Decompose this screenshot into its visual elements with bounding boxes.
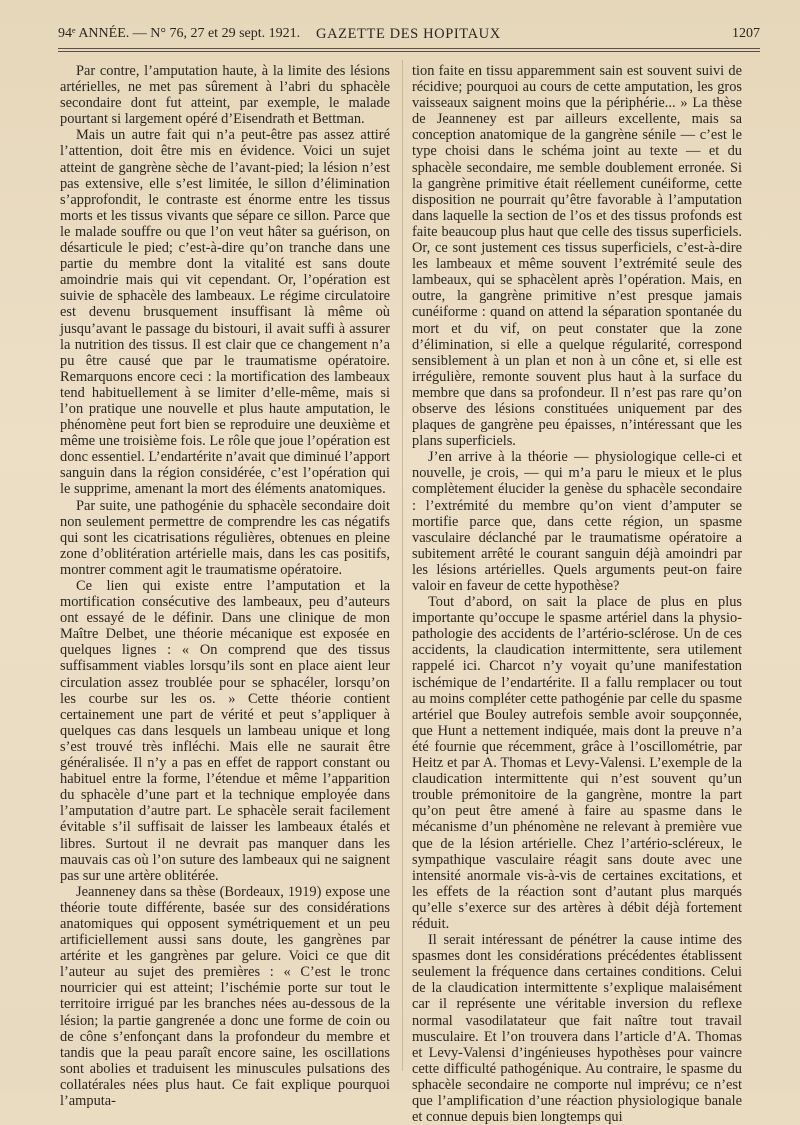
right-column — [412, 63, 742, 1125]
column-divider — [402, 60, 403, 1071]
paragraph: Tout d’abord, on sait la place de plus en plus importante qu’occupe le spasme artériel dans la physio-pathologie des accidents de l’artério-sclérose. Un de ces accidents, la claudication intermittente, sera utilement rappelé ici. Charcot n’y voyait qu’une manifestation ischémique de l’endartérite. Il a fallu remplacer ou tout au moins compléter cette pathogénie par celle du spasme artériel que Bouley autrefois semble avoir soupçonnée, que Hunt a nettement indiquée, mais dont la preuve n’a été fournie que récemment, grâce à l’oscillométrie, par Heitz et par A. Thomas et Levy-Valensi. L’exemple de la claudication intermittente qui n’est souvent qu’un trouble prémonitoire de la gangrène, montre la part qu’on peut être amené à faire au spasme dans le mécanisme d’un phénomène ne relevant à première vue que de la lésion artérielle. Chez l’artério-scléreux, le sympathique vasculaire réagit sans doute avec une intensité anormale vis-à-vis de certaines excitations, et les effets de la réaction sont d’autant plus marqués qu’elle s’exerce sur des artères à débit déjà fortement réduit. — [412, 594, 742, 932]
page-number: 1207 — [732, 26, 760, 41]
paragraph: Il serait intéressant de pénétrer la cause intime des spasmes dont les considérations précédentes établissent seulement la fréquence dans certaines conditions. Celui de la claudication intermittente s’explique malaisément car il représente une véritable inversion du reflexe normal vasodilatateur que fait naître tout travail musculaire. Et l’on trouvera dans l’article d’A. Thomas et Levy-Valensi d’ingénieuses hypothèses pour vaincre cette difficulté pathogénique. Au contraire, le spasme du sphacèle secondaire ne comporte nul imprévu; ce n’est que l’amplification d’une réaction physiologique banale et connue depuis bien longtemps qui — [412, 932, 742, 1125]
paragraph: Par contre, l’amputation haute, à la limite des lésions artérielles, ne met pas sûrement à l’abri du sphacèle secondaire dont fut atteint, par exemple, le malade pourtant si largement opéré d’Eisendrath et Bettman. — [60, 63, 390, 128]
paragraph: tion faite en tissu apparemment sain est souvent suivi de récidive; pourquoi au cours de cette amputation, les gros vaisseaux saignent moins que la périphérie... » La thèse de Jeanneney est par ailleurs excellente, mais sa conception anatomique de la gangrène sénile — c’est le type choisi dans le schéma joint au texte — et du sphacèle secondaire, me semble doublement erronée. Si la gangrène primitive était réellement cunéiforme, cette disposition ne pourrait qu’être favorable à l’amputation dans laquelle la section de l’os et des tissus profonds est faite beaucoup plus haut que celle des tissus superficiels. Or, ce sont justement ces tissus superficiels, c’est-à-dire les lambeaux et même souvent l’extrémité seule des lambeaux, qui se sphacèlent après l’opération. Mais, en outre, la gangrène primitive n’est presque jamais cunéiforme : quand on attend la séparation spontanée du mort et du vif, on peut constater que la zone d’élimination, si elle a quelque régularité, correspond sensiblement à un plan et non à un cône et, si elle est irrégulière, remonte souvent plus haut à la surface du membre que dans sa profondeur. Il n’est pas rare qu’on observe des lésions constituées uniquement par des plaques de gangrène peu épaisses, n’intéressant que les plans superficiels. — [412, 63, 742, 450]
paragraph: J’en arrive à la théorie — physiologique celle-ci et nouvelle, je crois, — qui m’a paru le mieux et le plus complètement élucider la genèse du sphacèle secondaire : l’extrémité du membre qu’on vient d’amputer se mortifie parce que, dans cette région, un spasme vasculaire déclanché par le traumatisme opératoire a subitement arrêté le courant sanguin déjà amoindri par les lésions artérielles. Quels arguments peut-on faire valoir en faveur de cette hypothèse? — [412, 449, 742, 594]
journal-title: GAZETTE DES HOPITAUX — [316, 26, 501, 42]
paragraph: Jeanneney dans sa thèse (Bordeaux, 1919) expose une théorie toute différente, basée sur des considérations anatomiques qui opposent symétriquement et un peu artificiellement aussi sans doute, les gangrènes par artérite et les gangrènes par gelure. Voici ce que dit l’auteur au sujet des premières : « C’est le tronc nourricier qui est atteint; l’ischémie porte sur tout le territoire irrigué par les branches nées au-dessous de la lésion; la partie gangrenée a donc une forme de coin ou de cône s’enfonçant dans la profondeur du membre et tandis que la peau paraît encore saine, les oscillations sont abolies et traduisent les minuscules pulsations des collatérales nées plus haut. Ce fait explique pourquoi l’amputa- — [60, 883, 390, 1109]
header-rule-double — [58, 51, 760, 52]
header-rule — [58, 48, 760, 49]
paragraph: Ce lien qui existe entre l’amputation et la mortification consécutive des lambeaux, peu d’auteurs ont essayé de le définir. Dans une clinique de mon Maître Delbet, une théorie mécanique est exposée en quelques lignes : « On comprend que des tissus suffisamment viables lorsqu’ils sont en place aient leur circulation assez troublée pour se sphacéler, lorsqu’on les courbe sur les os. » Cette théorie contient certainement une part de vérité et peut s’appliquer à quelques cas dans lesquels un lambeau unique et long s’est trouvé très infléchi. Mais elle ne saurait être généralisée. Il n’y a pas en effet de rapport constant ou habituel entre la forme, l’étendue et même l’apparition du sphacèle d’une part et la technique employée dans l’amputation d’autre part. Le sphacèle serait facilement évitable s’il suffisait de laisser les lambeaux étalés et libres. Surtout il ne devrait pas manquer dans les mauvais cas où l’on suture des lambeaux qui ne saignent pas sur une artère oblitérée. — [60, 578, 390, 884]
page-header — [58, 26, 760, 48]
paragraph: Mais un autre fait qui n’a peut-être pas assez attiré l’attention, doit être mis en évidence. Voici un sujet atteint de gangrène sèche de l’avant-pied; la lésion n’est pas extensive, elle s’est limitée, le sillon d’élimination s’approfondit, le contraste est énorme entre les tissus morts et les tissus vivants que sépare ce sillon. Parce que le malade souffre ou que l’on veut hâter sa guérison, on désarticule le pied; c’est-à-dire qu’on tranche dans une partie du membre dont la vitalité est sans doute amoindrie mais qui vit cependant. Or, l’opération est suivie de sphacèle des lambeaux. Le régime circulatoire est devenu brusquement insuffisant là même où jusqu’avant le passage du bistouri, il avait suffi à assurer la nutrition des tissus. Il est clair que ce changement n’a pu être causé que par le traumatisme opératoire. Remarquons encore ceci : la mortification des lambeaux tend habituellement à se limiter d’elle-même, mais si l’on pratique une nouvelle et plus haute amputation, le phénomène peut fort bien se reproduire une deuxième et même une troisième fois. Le rôle que joue l’opération est donc essentiel. L’endartérite n’avait que diminué l’apport sanguin dans la région considérée, c’est l’opération qui le supprime, amenant la mort des éléments anatomiques. — [60, 127, 390, 498]
issue-info: 94ᵉ ANNÉE. — N° 76, 27 et 29 sept. 1921. — [58, 26, 301, 41]
left-column — [60, 63, 390, 1109]
paragraph: Par suite, une pathogénie du sphacèle secondaire doit non seulement permettre de comprendre les cas négatifs qui sont les cicatrisations régulières, obtenues en pleine zone d’oblitération artérielle mais, dans les cas positifs, montrer comment agit le traumatisme opératoire. — [60, 497, 390, 578]
